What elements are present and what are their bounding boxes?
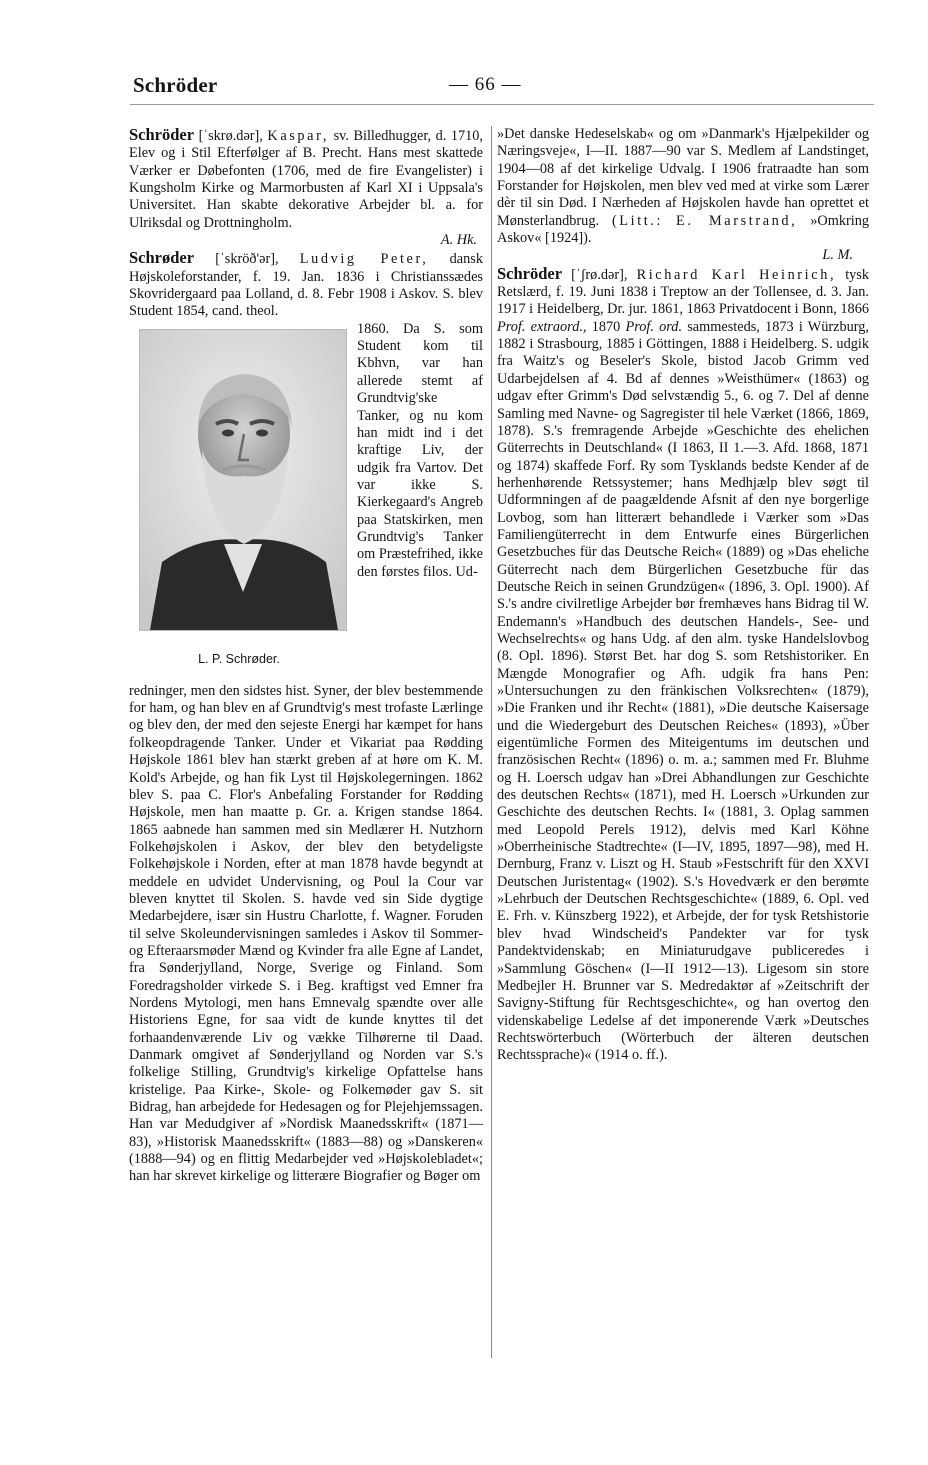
forename: Richard Karl Heinrich, (636, 266, 837, 283)
literature-label: (Litt.: (611, 212, 664, 229)
portrait-figure (129, 321, 349, 683)
entry-ludvig-peter-schroder-continued (497, 126, 869, 265)
headword: Schröder (497, 263, 563, 283)
entry-text: »Det danske Hedeselskab« og om »Danmark's Hjælpekilder og Næringsveje«, I—II. 1887—90 var S. Medlem af Landstinget, 1904—08 af det kirkelige Udvalg. I 1906 fratraadte han som Forstander for Højskolen, men blev ved med at virke som Lærer dèr til sin Død. I Nærheden af Højskolen havde han oprettet et Mønsterlandbrug. (497, 126, 869, 229)
author-signature: A. Hk. (440, 232, 477, 249)
headword: Schröder (129, 125, 195, 144)
left-column (129, 126, 483, 1186)
page-number: — 66 — (449, 74, 522, 95)
academic-title: Prof. ord. (625, 318, 683, 335)
academic-title: Prof. extraord., (497, 318, 587, 335)
entry-text: tysk Retslærd, f. 19. Juni 1838 i Treptow an der Tollensee, d. 3. Jan. 1917 i Heidelberg, Dr. jur. 1861, 1863 Privatdocent i Bonn, 1866 (497, 266, 870, 318)
portrait-photo (139, 329, 347, 631)
headword: Schrøder (129, 248, 195, 268)
running-head: Schröder (133, 73, 218, 97)
portrait-caption: L. P. Schrøder. (198, 651, 280, 666)
pronunciation: [ˈskröð'ər], (215, 251, 279, 268)
entry-ludvig-peter-schroder (129, 249, 483, 1185)
entry-text: sv. Billedhugger, d. 1710, Elev og i Stil Efterfølger af B. Precht. Hans mest skattede Værker er Døbefonten (1706, med de fire Evangelister) i Kungsholm Kirke og Marmorbusten af Karl XI i Uppsala's Universitet. Han skabte dekorative Arbejder bl. a. for Ulriksdal og Drottningholm. (129, 128, 483, 231)
author-signature: L. M. (822, 247, 853, 264)
entry-text: redninger, men den sidstes hist. Syner, der blev bestemmende for ham, og han blev en af Grundtvig's mest trofaste Lærlinge og blev den, der med den sejeste Energi har kæmpet for hans folkeopdragende Tanker. Under et Vikariat paa Rødding Højskole 1861 blev han stærkt greben af at høre om K. M. Kold's Arbejde, og han fik Lyst til Højskolegerningen. 1862 blev S. paa C. Flor's Anbefaling Forstander for Rødding Højskole, men han maatte p. Gr. a. Krigen standse 1864. 1865 aabnede han sammen med sin Medlærer H. Nutzhorn Folkehøjskolen i Askov, der blev den betydeligste Folkehøjskole i Norden, efter at man 1878 havde begyndt at meddele en udvidet Undervisning, og Poul la Cour var bleven knyttet til Skolen. S. havde ved sin Side dygtige Medarbejdere, især sin Hustru Charlotte, f. Wagner. Foruden til selve Skoleundervisningen samledes i Askov til Sommer- og Efteraarsmøder Mænd og Kvinder fra alle Egne af Landet, fra Sønderjylland, Norge, Sverige og Finland. Som Foredragsholder virkede S. i Beg. kraftigst ved Emner fra Nordens Mytologi, men hans Emnevalg spændte over alle Historiens Egne, for saa vidt de kunde knyttes til det forhaandenværende Liv og vække Tilhørerne til Daad. Danmark omgivet af Sønderjylland og Norden var S.'s folkelige Stilling, Grundtvig's kirkelige Opfattelse hans kristelige. Paa Kirke-, Skole- og Folkemøder gav S. sit Bidrag, han arbejdede for Hedesagen og for Plejehjemssagen. Han var Medudgiver af »Nordisk Maanedsskrift« (1871—83), »Historisk Maanedsskrift« (1883—88) og »Danskeren« (1888—94) og en flittig Medarbejder ved »Højskolebladet«; han har skrevet kirkelige og litterære Biografier og Bøger om (129, 682, 483, 1185)
entry-text: 1860. Da S. som Student kom til Kbhvn, var han allerede stemt af Grundtvig'ske Tanker, og nu kom han midt ind i det kraftige Liv, der udgik fra Vartov. Det var ikke S. Kierkegaard's Angreb paa Statskirken, men Grundtvig's Tanker om Præstefrihed, ikke den førstes filos. Ud- (357, 320, 483, 580)
literature-author: E. Marstrand, (676, 212, 798, 229)
portrait-image (140, 330, 346, 630)
pronunciation: [ˈskrø.dər], (198, 128, 263, 144)
entry-kaspar-schroder (129, 126, 483, 249)
forename: Kaspar, (267, 128, 330, 144)
entry-richard-karl-heinrich-schroder (497, 265, 869, 1065)
right-column (497, 126, 869, 1065)
entry-text: dansk Højskoleforstander, f. 19. Jan. 1836 i Christianssædes Skovridergaard paa Lolland, d. 8. Febr 1908 i Askov. S. blev Student 1854, cand. theol. (129, 251, 483, 320)
column-rule (491, 126, 492, 1358)
entry-text: sammesteds, 1873 i Würzburg, 1882 i Strasbourg, 1885 i Göttingen, 1888 i Heidelberg. S. udgik fra Waitz's og Beseler's Skole, bistod Jacob Grimm ved Udarbejdelsen af 4. Bd af dennes »Weisthümer« (1863) og udgav efter Grimm's Død selvstændig 5., 6. og 7. Del af denne Samling med Navne- og Sagregister til hele Værket (1866, 1869, 1878). S.'s fremragende Arbejde »Geschichte des ehelichen Güterrechts in Deutschland« (I 1863, II 1.—3. Afd. 1868, 1871 og 1874) skaffede Forf. Ry som Tysklands bedste Kender af de herhenhørende Retssystemer; hans Medhjælp blev søgt til Udformningen af de paagældende Afsnit af den nye borgerlige Lovbog, som han litterært behandlede i Værker som »Das Familiengüterrecht in dem Entwurfe eines Bürgerlichen Gesetzbuches für das Deutsche Reich« (1889) og »Das eheliche Güterrecht nach dem Bürgerlichen Gesetzbuche für das Deutsche Reich in seinen Grundzügen« (1896, 3. Opl. 1900). Af S.'s andre civilretlige Arbejder bør fremhæves hans Bidrag til W. Endemann's »Handbuch des deutschen Handels-, See- und Wechselrechts« og hans Udg. af den alm. tyske Handelslovbog (8. Opl. 1896). Størst Bet. har dog S. som Retshistoriker. En Mængde Monografier og Afh. udgik fra hans Pen: »Untersuchungen zu den fränkischen Volksrechten« (1879), »Die Franken und ihr Recht« (1881), »Die deutsche Kaisersage und die Wiedergeburt des Deutschen Reiches« (1893), »Über eigentümliche Formen des Miteigentums im deutschen und französischen Recht« (1896) o. m. a.; sammen med Fr. Bluhme og H. Loersch udgav han »Drei Abhandlungen zur Geschichte des deutschen Rechts« (1871), med H. Loersch »Urkunden zur Geschichte des deutschen Rechts. I« (1881, 3. Oplag sammen med Leopold Perels 1912), delvis med Karl Köhne »Oberrheinische Stadtrechte« (I—IV, 1895, 1897—98), med H. Dernburg, Franz v. Liszt og H. Staub »Festschrift für den XXVI Deutschen Juristentag« (1902). S.'s Hovedværk er den berømte »Lehrbuch der Deutschen Rechtsgeschichte« (1889, 6. Opl. ved E. Frh. v. Künszberg 1922), et Arbejde, der for tysk Retshistorie blev hvad Windscheid's Pandekter var for tysk Pandektvidenskab; en Miniaturudgave publiceredes i »Sammlung Göschen« (I—II 1912—13). Ligesom sin store Medbejler H. Brunner var S. Medredaktør af »Zeitschrift der Savigny-Stiftung für Rechtsgeschichte«, og han overtog den videnskabelige Ledelse af det imponerende Værk »Deutsches Rechtswörterbuch (Wörterbuch der älteren deutschen Rechtssprache)« (1914 o. ff.). (497, 318, 869, 1064)
pronunciation: [ˈʃrø.dər], (571, 266, 628, 283)
entry-text: 1870 (591, 318, 621, 335)
literature-title: »Omkring Askov« [1924]). (497, 212, 869, 247)
forename: Ludvig Peter, (299, 251, 429, 268)
entry-text-continued (129, 683, 483, 1186)
header-rule (130, 104, 874, 105)
